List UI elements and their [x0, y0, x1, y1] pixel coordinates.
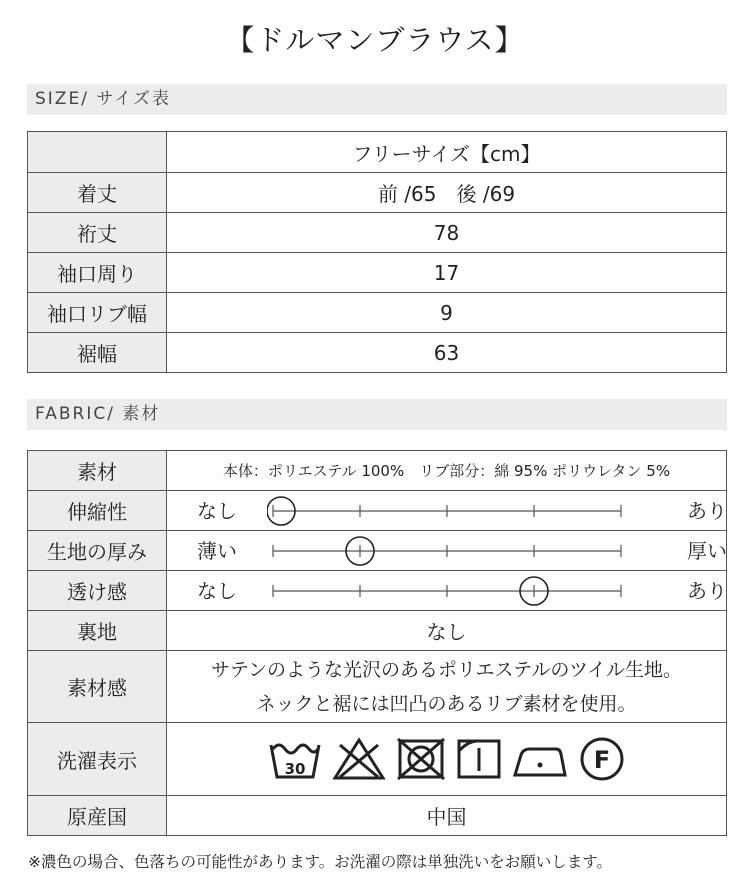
- scale-label: 透け感: [28, 571, 167, 611]
- no-bleach-icon: [332, 737, 386, 781]
- scale-cell: [167, 491, 727, 531]
- care-icons: [167, 723, 726, 795]
- dry-clean-f-icon: [578, 735, 626, 783]
- size-label: 裾幅: [28, 333, 167, 373]
- size-value: 63: [167, 333, 727, 373]
- table-row: [28, 611, 727, 651]
- size-table-corner: [28, 132, 167, 173]
- table-row: [28, 651, 727, 723]
- lining-value: なし: [167, 611, 727, 651]
- line-dry-icon: [456, 737, 502, 781]
- thickness-scale: [167, 532, 727, 570]
- texture-line: ネックと裾には凹凸のあるリブ素材を使用。: [256, 692, 637, 715]
- texture-value: [167, 651, 727, 723]
- material-label: 素材: [28, 451, 167, 491]
- thickness-scale-bar: [267, 532, 627, 570]
- no-tumble-dry-icon: [396, 737, 446, 781]
- table-row: [28, 796, 727, 836]
- table-row: [28, 491, 727, 531]
- scale-right-text: 厚い: [687, 538, 727, 563]
- origin-value: 中国: [167, 796, 727, 836]
- table-row: [28, 293, 727, 333]
- size-table: [27, 131, 727, 373]
- size-value: 17: [167, 253, 727, 293]
- table-row: [28, 723, 727, 796]
- table-row: [28, 253, 727, 293]
- scale-label: 生地の厚み: [28, 531, 167, 571]
- wash-temp-text: 30: [284, 760, 305, 778]
- sheerness-scale: [167, 572, 727, 610]
- fabric-section-heading: FABRIC/ 素材: [27, 399, 727, 430]
- table-row: [28, 531, 727, 571]
- stretch-scale: [167, 492, 727, 530]
- texture-label: 素材感: [28, 651, 167, 723]
- size-value: 9: [167, 293, 727, 333]
- scale-cell: [167, 571, 727, 611]
- stretch-scale-bar: [267, 492, 627, 530]
- size-table-header-row: [28, 132, 727, 173]
- size-label: 袖口周り: [28, 253, 167, 293]
- care-label: 洗濯表示: [28, 723, 167, 796]
- scale-cell: [167, 531, 727, 571]
- iron-low-icon: [512, 737, 568, 781]
- table-row: [28, 173, 727, 213]
- table-row: [28, 333, 727, 373]
- scale-left-text: なし: [197, 498, 237, 523]
- material-value: 本体：ポリエステル 100% リブ部分：綿 95% ポリウレタン 5%: [167, 451, 727, 491]
- scale-left-text: 薄い: [197, 538, 237, 563]
- scale-right-text: あり: [687, 498, 727, 523]
- care-icons-cell: [167, 723, 727, 796]
- scale-left-text: なし: [197, 578, 237, 603]
- scale-label: 伸縮性: [28, 491, 167, 531]
- table-row: [28, 571, 727, 611]
- sheerness-scale-bar: [267, 572, 627, 610]
- table-row: [28, 451, 727, 491]
- size-value: 前 /65 後 /69: [167, 173, 727, 213]
- fabric-table: [27, 450, 727, 836]
- table-row: [28, 213, 727, 253]
- scale-right-text: あり: [687, 578, 727, 603]
- size-label: 袖口リブ幅: [28, 293, 167, 333]
- footnote: ※濃色の場合、色落ちの可能性があります。お洗濯の際は単独洗いをお願いします。: [28, 853, 613, 871]
- size-label: 裄丈: [28, 213, 167, 253]
- wash-30-tub-icon: [268, 737, 322, 781]
- size-table-header: フリーサイズ【cm】: [167, 132, 727, 173]
- size-value: 78: [167, 213, 727, 253]
- dry-clean-letter: F: [593, 746, 610, 774]
- page-title: 【ドルマンブラウス】: [225, 23, 525, 57]
- size-label: 着丈: [28, 173, 167, 213]
- origin-label: 原産国: [28, 796, 167, 836]
- size-section-heading: SIZE/ サイズ表: [27, 84, 727, 115]
- texture-line: サテンのような光沢のあるポリエステルのツイル生地。: [210, 658, 682, 681]
- lining-label: 裏地: [28, 611, 167, 651]
